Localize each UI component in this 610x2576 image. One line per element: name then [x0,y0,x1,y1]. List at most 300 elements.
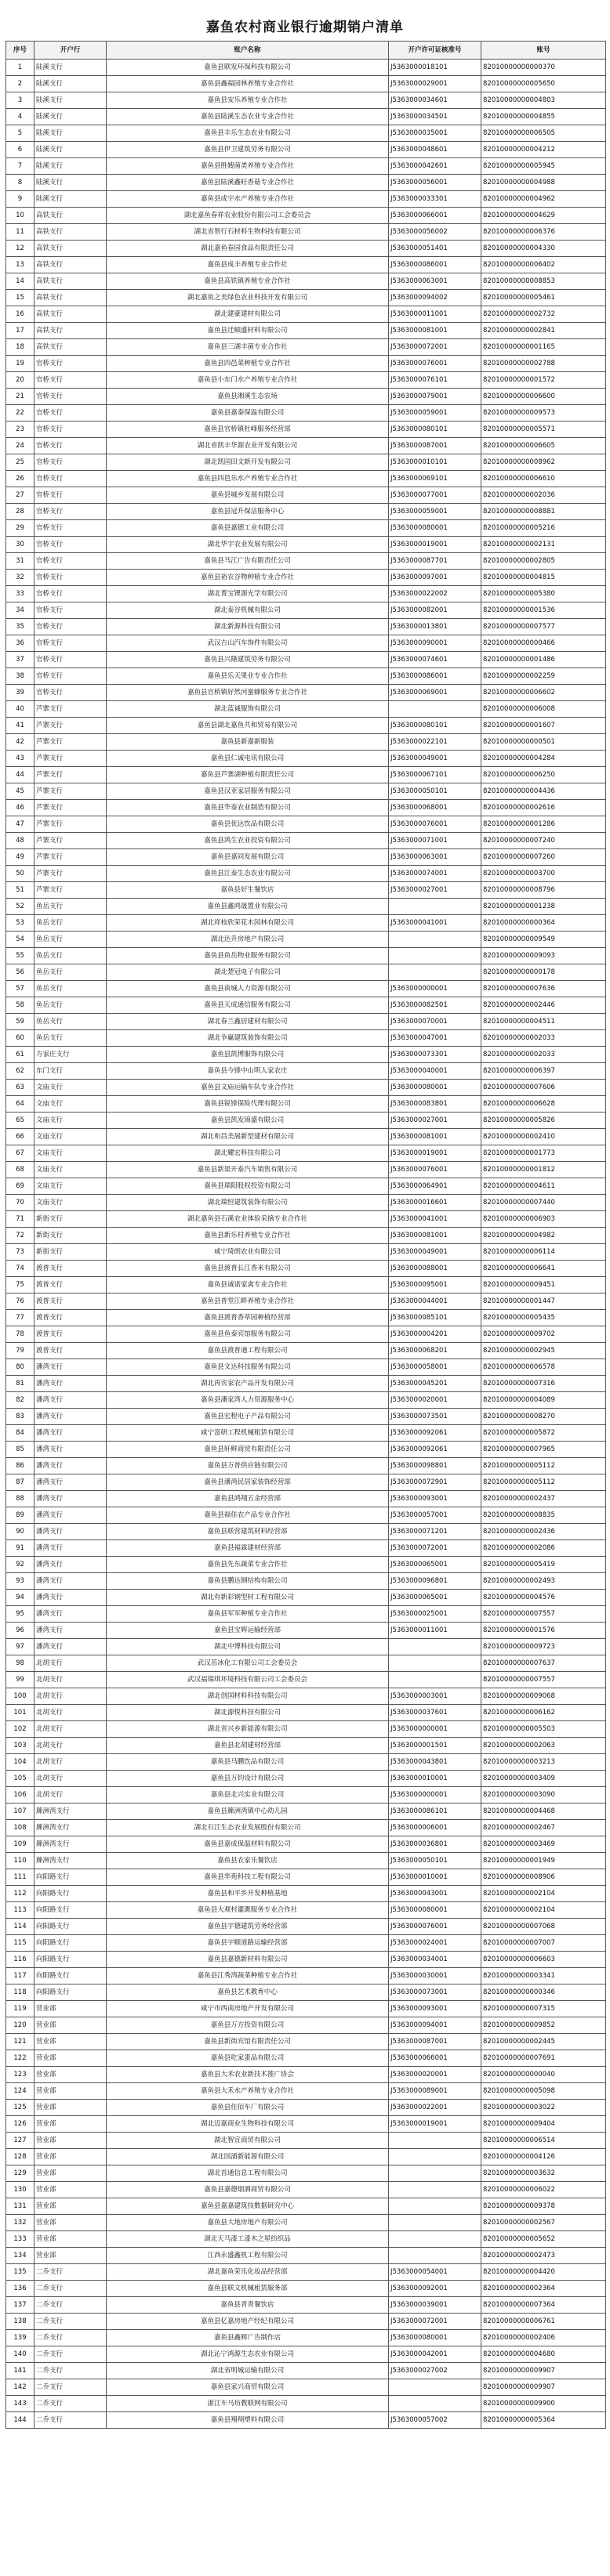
table-row [6,1080,606,1096]
cell-branch: 潘湾支行 [34,1639,107,1655]
cell-license: J5363000073501 [389,1409,481,1425]
cell-seq: 96 [6,1623,34,1639]
cell-seq: 108 [6,1820,34,1836]
table-row [6,421,606,438]
cell-account-number: 82010000000006610 [481,471,606,487]
cell-account-name: 湖北嘉鱼春祥农业股份有限公司工会委员会 [107,208,389,224]
cell-license: J5363000042601 [389,158,481,175]
cell-license: J5363000065001 [389,1557,481,1573]
table-row [6,339,606,356]
cell-branch: 官桥支行 [34,586,107,602]
cell-branch: 渡普支行 [34,1293,107,1310]
table-row [6,356,606,372]
cell-account-number: 82010000000000178 [481,964,606,981]
cell-license: J5363000098801 [389,1458,481,1474]
cell-seq: 77 [6,1310,34,1326]
cell-branch: 芦寨支行 [34,751,107,767]
cell-account-name: 湖北祥枝欣荣花木园林有限公司 [107,915,389,932]
cell-seq: 52 [6,899,34,915]
table-row [6,1228,606,1244]
cell-account-number: 82010000000002567 [481,2215,606,2231]
cell-account-name: 咸宁市西南房地产开发有限公司 [107,2001,389,2017]
cell-account-name: 嘉鱼县四邑菜种植专业合作社 [107,356,389,372]
cell-branch: 高铁支行 [34,257,107,273]
cell-license [389,2198,481,2215]
cell-account-number: 82010000000002410 [481,1129,606,1145]
cell-license [389,932,481,948]
table-row [6,1688,606,1705]
cell-account-number: 82010000000009378 [481,2198,606,2215]
cell-account-name: 嘉鱼县汉亚家居服务有限公司 [107,783,389,800]
cell-seq: 60 [6,1030,34,1047]
cell-branch: 潘湾支行 [34,1507,107,1524]
cell-license: J5363000068001 [389,800,481,816]
cell-seq: 53 [6,915,34,932]
cell-license: J5363000004201 [389,1326,481,1343]
cell-branch: 官桥支行 [34,602,107,619]
cell-license: J5363000034001 [389,1952,481,1968]
cell-license: J5363000080101 [389,421,481,438]
cell-seq: 94 [6,1590,34,1606]
table-row [6,1902,606,1919]
table-row [6,2330,606,2346]
cell-branch: 二乔支行 [34,2379,107,2396]
cell-license: J5363000073301 [389,1047,481,1063]
cell-seq: 44 [6,767,34,783]
cell-license: J5363000003001 [389,1688,481,1705]
cell-license: J5363000065001 [389,1590,481,1606]
cell-account-name: 嘉鱼县大禾农业新技术推广协会 [107,2067,389,2083]
cell-account-number: 82010000000007364 [481,2297,606,2314]
cell-account-number: 82010000000004212 [481,142,606,158]
table-row [6,701,606,718]
cell-account-name: 嘉鱼县潘湾民居家装饰经营部 [107,1474,389,1491]
cell-account-name: 江西永盛鑫机工程有限公司 [107,2248,389,2264]
cell-branch: 潘湾支行 [34,1392,107,1409]
cell-account-number: 82010000000007440 [481,1195,606,1211]
table-row [6,767,606,783]
cell-branch: 鱼岳支行 [34,899,107,915]
cell-license: J5363000076001 [389,1162,481,1178]
table-row [6,1672,606,1688]
cell-seq: 1 [6,60,34,76]
cell-license: J5363000020001 [389,2067,481,2083]
table-row [6,1655,606,1672]
table-row [6,1293,606,1310]
cell-account-name: 嘉鱼县新街宾馆有限责任公司 [107,2034,389,2050]
table-row [6,1524,606,1540]
cell-account-name: 湖北天马漆工漆木之星纺织品 [107,2231,389,2248]
cell-account-name: 湖北蓝诚服饰有限公司 [107,701,389,718]
cell-account-number: 82010000000001238 [481,899,606,915]
cell-account-name: 嘉鱼县好生餐饮店 [107,882,389,899]
cell-branch: 官桥支行 [34,553,107,570]
cell-seq: 81 [6,1376,34,1392]
cell-branch: 簰洲湾支行 [34,1820,107,1836]
table-row [6,586,606,602]
cell-account-name: 嘉鱼县文庙运输车队专业合作社 [107,1080,389,1096]
cell-seq: 88 [6,1491,34,1507]
table-row [6,685,606,701]
cell-license: J5363000058001 [389,1359,481,1376]
cell-license: J5363000024001 [389,1935,481,1952]
cell-seq: 68 [6,1162,34,1178]
cell-branch: 潘湾支行 [34,1409,107,1425]
cell-account-number: 82010000000005112 [481,1458,606,1474]
table-row [6,76,606,92]
cell-license: J5363000044001 [389,1293,481,1310]
cell-branch: 新街支行 [34,1211,107,1228]
table-row [6,1820,606,1836]
cell-license: J5363000051401 [389,241,481,257]
cell-account-name: 嘉鱼县普堂江畔养殖专业合作社 [107,1293,389,1310]
cell-seq: 47 [6,816,34,833]
cell-account-name: 嘉鱼县丰乐生态农业有限公司 [107,125,389,142]
table-row [6,964,606,981]
cell-seq: 75 [6,1277,34,1293]
cell-account-number: 82010000000009068 [481,1688,606,1705]
cell-license: J5363000071001 [389,833,481,849]
cell-account-number: 82010000000004089 [481,1392,606,1409]
cell-license: J5363000054001 [389,2264,481,2281]
cell-account-number: 82010000000001486 [481,652,606,668]
cell-account-number: 82010000000002406 [481,2330,606,2346]
cell-account-number: 82010000000009900 [481,2396,606,2412]
cell-branch: 营业部 [34,2100,107,2116]
cell-seq: 102 [6,1721,34,1738]
cell-account-name: 嘉鱼县华泰农业制造有限公司 [107,800,389,816]
cell-branch: 北胡支行 [34,1738,107,1754]
cell-branch: 芦寨支行 [34,849,107,866]
cell-branch: 官桥支行 [34,372,107,389]
cell-account-name: 嘉鱼县湖北嘉鱼共和贸易有限公司 [107,718,389,734]
cell-branch: 二乔支行 [34,2396,107,2412]
table-row [6,323,606,339]
cell-branch: 潘湾支行 [34,1376,107,1392]
table-row [6,2149,606,2165]
cell-license: J5363000043001 [389,1886,481,1902]
cell-account-number: 82010000000004629 [481,208,606,224]
table-row [6,2116,606,2133]
table-row [6,1063,606,1080]
cell-account-name: 嘉鱼县万普供应链有限公司 [107,1458,389,1474]
cell-branch: 鱼岳支行 [34,981,107,997]
cell-license: J5363000093001 [389,1491,481,1507]
cell-account-number: 82010000000006514 [481,2133,606,2149]
header-license: 开户许可证核准号 [389,42,481,60]
cell-account-number: 82010000000002445 [481,2034,606,2050]
cell-account-number: 82010000000002732 [481,306,606,323]
cell-seq: 132 [6,2215,34,2231]
cell-seq: 51 [6,882,34,899]
table-row [6,734,606,751]
cell-seq: 11 [6,224,34,241]
cell-account-number: 82010000000002446 [481,997,606,1014]
cell-branch: 陆溪支行 [34,175,107,191]
cell-account-name: 嘉鱼县官桥镇好然河蜜蜂服务专业合作社 [107,685,389,701]
cell-license: J5363000041001 [389,1211,481,1228]
cell-account-number: 82010000000004511 [481,1014,606,1030]
table-row [6,1458,606,1474]
header-branch: 开户行 [34,42,107,60]
cell-seq: 48 [6,833,34,849]
cell-account-number: 82010000000003409 [481,1771,606,1787]
cell-account-name: 湖北新源科技有限公司 [107,619,389,635]
cell-account-number: 82010000000004988 [481,175,606,191]
table-row [6,438,606,454]
cell-account-name: 嘉鱼县军军种植专业合作社 [107,1606,389,1623]
cell-account-number: 82010000000003700 [481,866,606,882]
table-row [6,2198,606,2215]
cell-branch: 官桥支行 [34,421,107,438]
cell-license: J5363000079001 [389,389,481,405]
cell-account-name: 浙江车马坊教联网有限公司 [107,2396,389,2412]
cell-branch: 文庙支行 [34,1113,107,1129]
table-row [6,2363,606,2379]
cell-license: J5363000016601 [389,1195,481,1211]
cell-account-number: 82010000000005419 [481,1557,606,1573]
cell-account-number: 82010000000009852 [481,2017,606,2034]
table-row [6,2133,606,2149]
cell-seq: 107 [6,1804,34,1820]
cell-account-name: 湖北菁宝锂源光学有限公司 [107,586,389,602]
cell-account-number: 82010000000006903 [481,1211,606,1228]
table-row [6,372,606,389]
cell-account-name: 嘉鱼县宇德建筑劳务经营部 [107,1919,389,1935]
cell-seq: 20 [6,372,34,389]
cell-branch: 营业部 [34,2050,107,2067]
cell-account-number: 82010000000006505 [481,125,606,142]
cell-seq: 113 [6,1902,34,1919]
table-row [6,1540,606,1557]
cell-license: J5363000064901 [389,1178,481,1195]
table-row [6,1754,606,1771]
cell-account-number: 82010000000008270 [481,1409,606,1425]
cell-branch: 高铁支行 [34,208,107,224]
cell-account-number: 82010000000003632 [481,2165,606,2182]
table-row [6,1310,606,1326]
cell-license: J5363000081001 [389,323,481,339]
cell-account-name: 湖北耀宏科技有限公司 [107,1145,389,1162]
cell-seq: 63 [6,1080,34,1096]
cell-seq: 42 [6,734,34,751]
table-row [6,2346,606,2363]
cell-seq: 136 [6,2281,34,2297]
cell-account-number: 82010000000004611 [481,1178,606,1195]
cell-license [389,899,481,915]
cell-seq: 110 [6,1853,34,1869]
cell-branch: 向阳路支行 [34,1952,107,1968]
cell-account-name: 嘉鱼县文达科技服务有限公司 [107,1359,389,1376]
cell-license: J5363000076001 [389,356,481,372]
cell-account-name: 嘉鱼县吃家蛋品有限公司 [107,2050,389,2067]
cell-branch: 北胡支行 [34,1721,107,1738]
cell-branch: 方家庄支行 [34,1047,107,1063]
cell-account-number: 82010000000003469 [481,1836,606,1853]
cell-seq: 50 [6,866,34,882]
cell-seq: 128 [6,2149,34,2165]
cell-license: J5363000092061 [389,1425,481,1442]
cell-seq: 116 [6,1952,34,1968]
cell-branch: 北胡支行 [34,1672,107,1688]
cell-branch: 二乔支行 [34,2412,107,2429]
cell-branch: 潘湾支行 [34,1442,107,1458]
cell-account-number: 82010000000004330 [481,241,606,257]
cell-account-number: 82010000000005461 [481,290,606,306]
cell-seq: 17 [6,323,34,339]
cell-account-name: 嘉鱼县嘉成保温材料有限公司 [107,1836,389,1853]
cell-branch: 文庙支行 [34,1145,107,1162]
cell-account-name: 嘉鱼县宇顺道路运输经营部 [107,1935,389,1952]
table-row [6,1096,606,1113]
cell-seq: 130 [6,2182,34,2198]
cell-branch: 文庙支行 [34,1162,107,1178]
cell-license: J5363000000001 [389,1721,481,1738]
cell-account-name: 嘉鱼县陆溪生态农业专业合作社 [107,109,389,125]
cell-license: J5363000077001 [389,487,481,504]
cell-account-name: 嘉鱼县凯博服饰有限公司 [107,1047,389,1063]
cell-account-number: 82010000000000040 [481,2067,606,2083]
cell-account-number: 82010000000002063 [481,1738,606,1754]
cell-account-name: 嘉鱼县大禾水产养殖专业合作社 [107,2083,389,2100]
table-row [6,1491,606,1507]
table-row [6,306,606,323]
cell-account-number: 82010000000006376 [481,224,606,241]
cell-seq: 98 [6,1655,34,1672]
cell-account-name: 嘉鱼县鑫福园林养殖专业合作社 [107,76,389,92]
table-row [6,882,606,899]
cell-license [389,2248,481,2264]
cell-account-number: 82010000000006761 [481,2314,606,2330]
cell-account-number: 82010000000003022 [481,2100,606,2116]
cell-account-number: 82010000000002473 [481,2248,606,2264]
cell-account-number: 82010000000005652 [481,2231,606,2248]
cell-account-number: 82010000000009404 [481,2116,606,2133]
table-row [6,1129,606,1145]
cell-branch: 高铁支行 [34,273,107,290]
cell-account-number: 82010000000002841 [481,323,606,339]
table-row [6,389,606,405]
cell-account-number: 82010000000002086 [481,1540,606,1557]
cell-license: J5363000080001 [389,1080,481,1096]
cell-license: J5363000089001 [389,2083,481,2100]
cell-account-number: 82010000000004576 [481,1590,606,1606]
cell-branch: 官桥支行 [34,537,107,553]
cell-branch: 营业部 [34,2198,107,2215]
table-row [6,1195,606,1211]
cell-seq: 97 [6,1639,34,1655]
cell-branch: 渡普支行 [34,1277,107,1293]
document-title: 嘉鱼农村商业银行逾期销户清单 [206,20,404,35]
cell-account-name: 湖北国涌新能源有限公司 [107,2149,389,2165]
cell-seq: 9 [6,191,34,208]
cell-seq: 5 [6,125,34,142]
cell-branch: 陆溪支行 [34,92,107,109]
cell-account-number: 82010000000001286 [481,816,606,833]
cell-branch: 二乔支行 [34,2314,107,2330]
cell-account-number: 82010000000002259 [481,668,606,685]
cell-account-number: 82010000000006008 [481,701,606,718]
cell-seq: 126 [6,2116,34,2133]
cell-seq: 25 [6,454,34,471]
cell-account-name: 湖北嘉鱼荣乐化妆品经营部 [107,2264,389,2281]
cell-seq: 33 [6,586,34,602]
cell-account-name: 武汉吉山汽车饰件有限公司 [107,635,389,652]
cell-account-name: 湖北嘉鱼春园食品有限责任公司 [107,241,389,257]
cell-seq: 111 [6,1869,34,1886]
cell-seq: 78 [6,1326,34,1343]
table-row [6,2034,606,2050]
cell-account-name: 湖北源悦科技有限公司 [107,1705,389,1721]
table-row [6,1771,606,1787]
cell-branch: 芦寨支行 [34,833,107,849]
cell-account-name: 湖北沁宁鸿源生态农业有限公司 [107,2346,389,2363]
cell-account-number: 82010000000001773 [481,1145,606,1162]
cell-account-name: 湖北迈嘉商业生物科技有限公司 [107,2116,389,2133]
cell-seq: 19 [6,356,34,372]
cell-license: J5363000027002 [389,2363,481,2379]
cell-seq: 141 [6,2363,34,2379]
cell-seq: 139 [6,2330,34,2346]
cell-seq: 117 [6,1968,34,1984]
cell-license: J5363000000001 [389,1787,481,1804]
cell-account-name: 嘉鱼县家兴商贸有限公司 [107,2379,389,2396]
table-row [6,2067,606,2083]
cell-license: J5363000010001 [389,1771,481,1787]
cell-account-number: 82010000000005503 [481,1721,606,1738]
cell-branch: 二乔支行 [34,2346,107,2363]
cell-account-name: 嘉鱼县江秀湾蔬菜种植专业合作社 [107,1968,389,1984]
cell-license: J5363000030001 [389,1968,481,1984]
cell-account-number: 82010000000009451 [481,1277,606,1293]
cell-seq: 95 [6,1606,34,1623]
cell-license [389,2231,481,2248]
cell-seq: 87 [6,1474,34,1491]
cell-license: J5363000082001 [389,602,481,619]
cell-license: J5363000080101 [389,718,481,734]
cell-license: J5363000033301 [389,191,481,208]
cell-license [389,2396,481,2412]
cell-branch: 二乔支行 [34,2281,107,2297]
cell-account-number: 82010000000001536 [481,602,606,619]
table-row [6,2017,606,2034]
table-row [6,1590,606,1606]
cell-branch: 潘湾支行 [34,1557,107,1573]
cell-account-number: 82010000000005112 [481,1474,606,1491]
cell-account-number: 82010000000002364 [481,2281,606,2297]
cell-branch: 芦寨支行 [34,816,107,833]
cell-account-number: 82010000000002104 [481,1902,606,1919]
table-row [6,1211,606,1228]
cell-account-number: 82010000000007691 [481,2050,606,2067]
cell-license [389,2165,481,2182]
cell-seq: 45 [6,783,34,800]
cell-license: J5363000027001 [389,1113,481,1129]
table-row [6,833,606,849]
cell-license: J5363000087001 [389,2034,481,2050]
cell-seq: 21 [6,389,34,405]
cell-account-number: 82010000000007068 [481,1919,606,1935]
cell-account-number: 82010000000008835 [481,1507,606,1524]
cell-branch: 鱼岳支行 [34,948,107,964]
cell-seq: 13 [6,257,34,273]
cell-license: J5363000041001 [389,915,481,932]
cell-account-number: 82010000000000364 [481,915,606,932]
cell-seq: 144 [6,2412,34,2429]
cell-branch: 官桥支行 [34,389,107,405]
cell-account-name: 湖北建豪建材有限公司 [107,306,389,323]
cell-license: J5363000019001 [389,537,481,553]
